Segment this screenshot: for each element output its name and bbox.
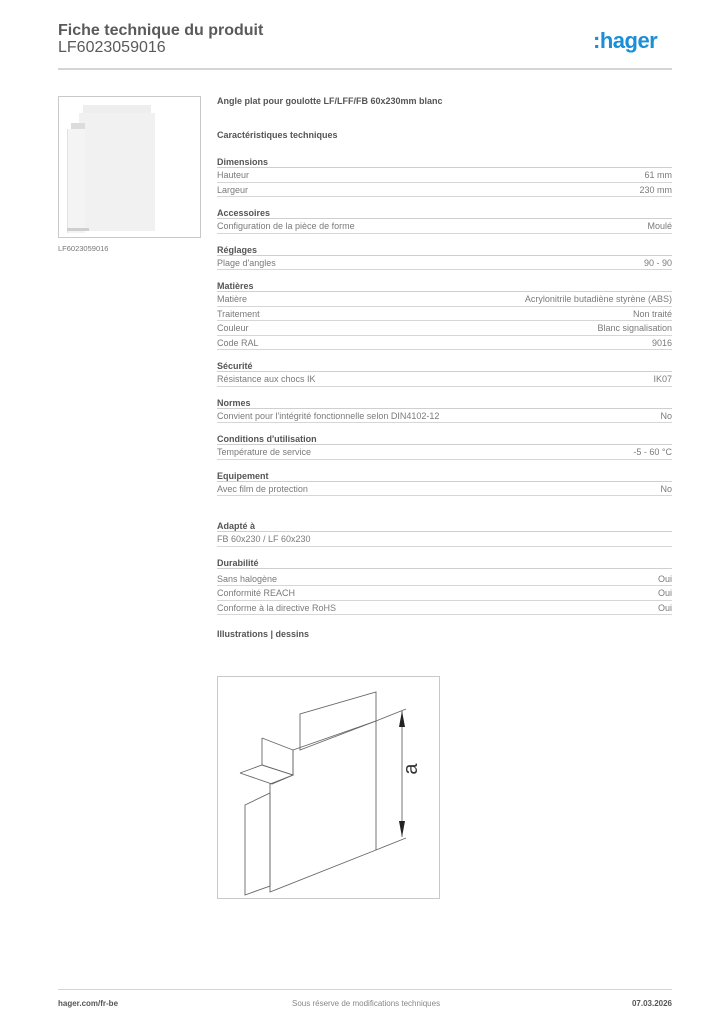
group-title: Normes bbox=[217, 397, 672, 409]
spec-value: Oui bbox=[657, 588, 672, 598]
group-title: Conditions d'utilisation bbox=[217, 433, 672, 445]
spec-label: Largeur bbox=[217, 184, 249, 195]
spec-value: 9016 bbox=[651, 337, 672, 348]
spec-label: Configuration de la pièce de forme bbox=[217, 221, 355, 231]
group-durabilite bbox=[217, 557, 672, 616]
group-title: Réglages bbox=[217, 244, 672, 256]
footer-website-link[interactable]: hager.com/fr-be bbox=[58, 999, 119, 1008]
spec-label: Couleur bbox=[217, 323, 249, 333]
spec-value: Non traité bbox=[632, 308, 672, 319]
product-photo-caption: LF6023059016 bbox=[58, 244, 109, 253]
spec-label: Code RAL bbox=[217, 337, 259, 348]
product-reference: LF6023059016 bbox=[58, 39, 166, 56]
group-title: Dimensions bbox=[217, 156, 672, 168]
group-dimensions bbox=[217, 156, 672, 197]
header-divider bbox=[58, 68, 672, 70]
spec-row bbox=[217, 321, 672, 336]
spec-label: Conforme à la directive RoHS bbox=[217, 602, 337, 613]
spec-value: 90 - 90 bbox=[643, 257, 672, 268]
spec-value: -5 - 60 °C bbox=[633, 447, 672, 457]
group-title: Matières bbox=[217, 280, 672, 292]
group-matieres bbox=[217, 280, 672, 350]
spec-row bbox=[217, 183, 672, 198]
group-conditions-utilisation bbox=[217, 433, 672, 460]
tech-characteristics-title: Caractéristiques techniques bbox=[217, 130, 338, 140]
spec-label: Conformité REACH bbox=[217, 588, 296, 598]
group-equipement bbox=[217, 470, 672, 497]
group-title: Durabilité bbox=[217, 557, 672, 569]
footer-divider bbox=[58, 989, 672, 990]
document-title: Fiche technique du produit bbox=[58, 22, 264, 39]
product-name: Angle plat pour goulotte LF/LFF/FB 60x230mm blanc bbox=[217, 96, 443, 106]
group-title: Equipement bbox=[217, 470, 672, 482]
spec-value: No bbox=[660, 483, 672, 494]
group-title: Adapté à bbox=[217, 520, 672, 532]
spec-row bbox=[217, 572, 672, 587]
group-title: Accessoires bbox=[217, 207, 672, 219]
group-adapte-a bbox=[217, 520, 672, 547]
spec-row bbox=[217, 372, 672, 387]
spec-row bbox=[217, 336, 672, 351]
spec-label: FB 60x230 / LF 60x230 bbox=[217, 534, 311, 544]
spec-value: Acrylonitrile butadiène styrène (ABS) bbox=[524, 294, 672, 304]
footer-date: 07.03.2026 bbox=[631, 999, 672, 1008]
spec-row bbox=[217, 256, 672, 271]
spec-content bbox=[217, 96, 672, 641]
spec-value: Oui bbox=[657, 602, 672, 613]
spec-label: Plage d'angles bbox=[217, 257, 276, 268]
spec-label: Température de service bbox=[217, 447, 312, 457]
spec-row bbox=[217, 409, 672, 424]
spec-label: Matière bbox=[217, 294, 248, 304]
spec-label: Traitement bbox=[217, 308, 260, 319]
spec-row bbox=[217, 307, 672, 322]
group-securite bbox=[217, 360, 672, 387]
spec-value: IK07 bbox=[653, 374, 672, 384]
spec-label: Hauteur bbox=[217, 170, 250, 180]
illustrations-title: Illustrations | dessins bbox=[217, 629, 310, 639]
spec-value: 230 mm bbox=[639, 184, 672, 195]
spec-row bbox=[217, 219, 672, 234]
spec-label: Convient pour l'intégrité fonctionnelle selon DIN4102-12 bbox=[217, 410, 440, 421]
spec-label: Résistance aux chocs IK bbox=[217, 374, 316, 384]
group-reglages bbox=[217, 244, 672, 271]
product-photo bbox=[58, 96, 201, 238]
spec-row bbox=[217, 532, 672, 547]
spec-row bbox=[217, 445, 672, 460]
flat-angle-drawing-icon bbox=[218, 677, 439, 898]
spec-row bbox=[217, 586, 672, 601]
spec-row bbox=[217, 601, 672, 616]
hager-logo: :hager bbox=[593, 28, 658, 53]
dimension-label: a bbox=[400, 763, 422, 775]
spec-label: Avec film de protection bbox=[217, 483, 308, 494]
group-normes bbox=[217, 397, 672, 424]
technical-drawing bbox=[217, 676, 440, 899]
spec-value: No bbox=[660, 410, 672, 421]
spec-value: Oui bbox=[657, 573, 672, 584]
group-accessoires bbox=[217, 207, 672, 234]
spec-row bbox=[217, 482, 672, 497]
spec-value: 61 mm bbox=[644, 170, 672, 180]
spec-row bbox=[217, 292, 672, 307]
spec-value: Moulé bbox=[647, 221, 672, 231]
footer-disclaimer: Sous réserve de modifications techniques bbox=[292, 999, 441, 1008]
spec-label: Sans halogène bbox=[217, 573, 278, 584]
spec-row bbox=[217, 168, 672, 183]
group-title: Sécurité bbox=[217, 360, 672, 372]
spec-value: Blanc signalisation bbox=[597, 323, 672, 333]
